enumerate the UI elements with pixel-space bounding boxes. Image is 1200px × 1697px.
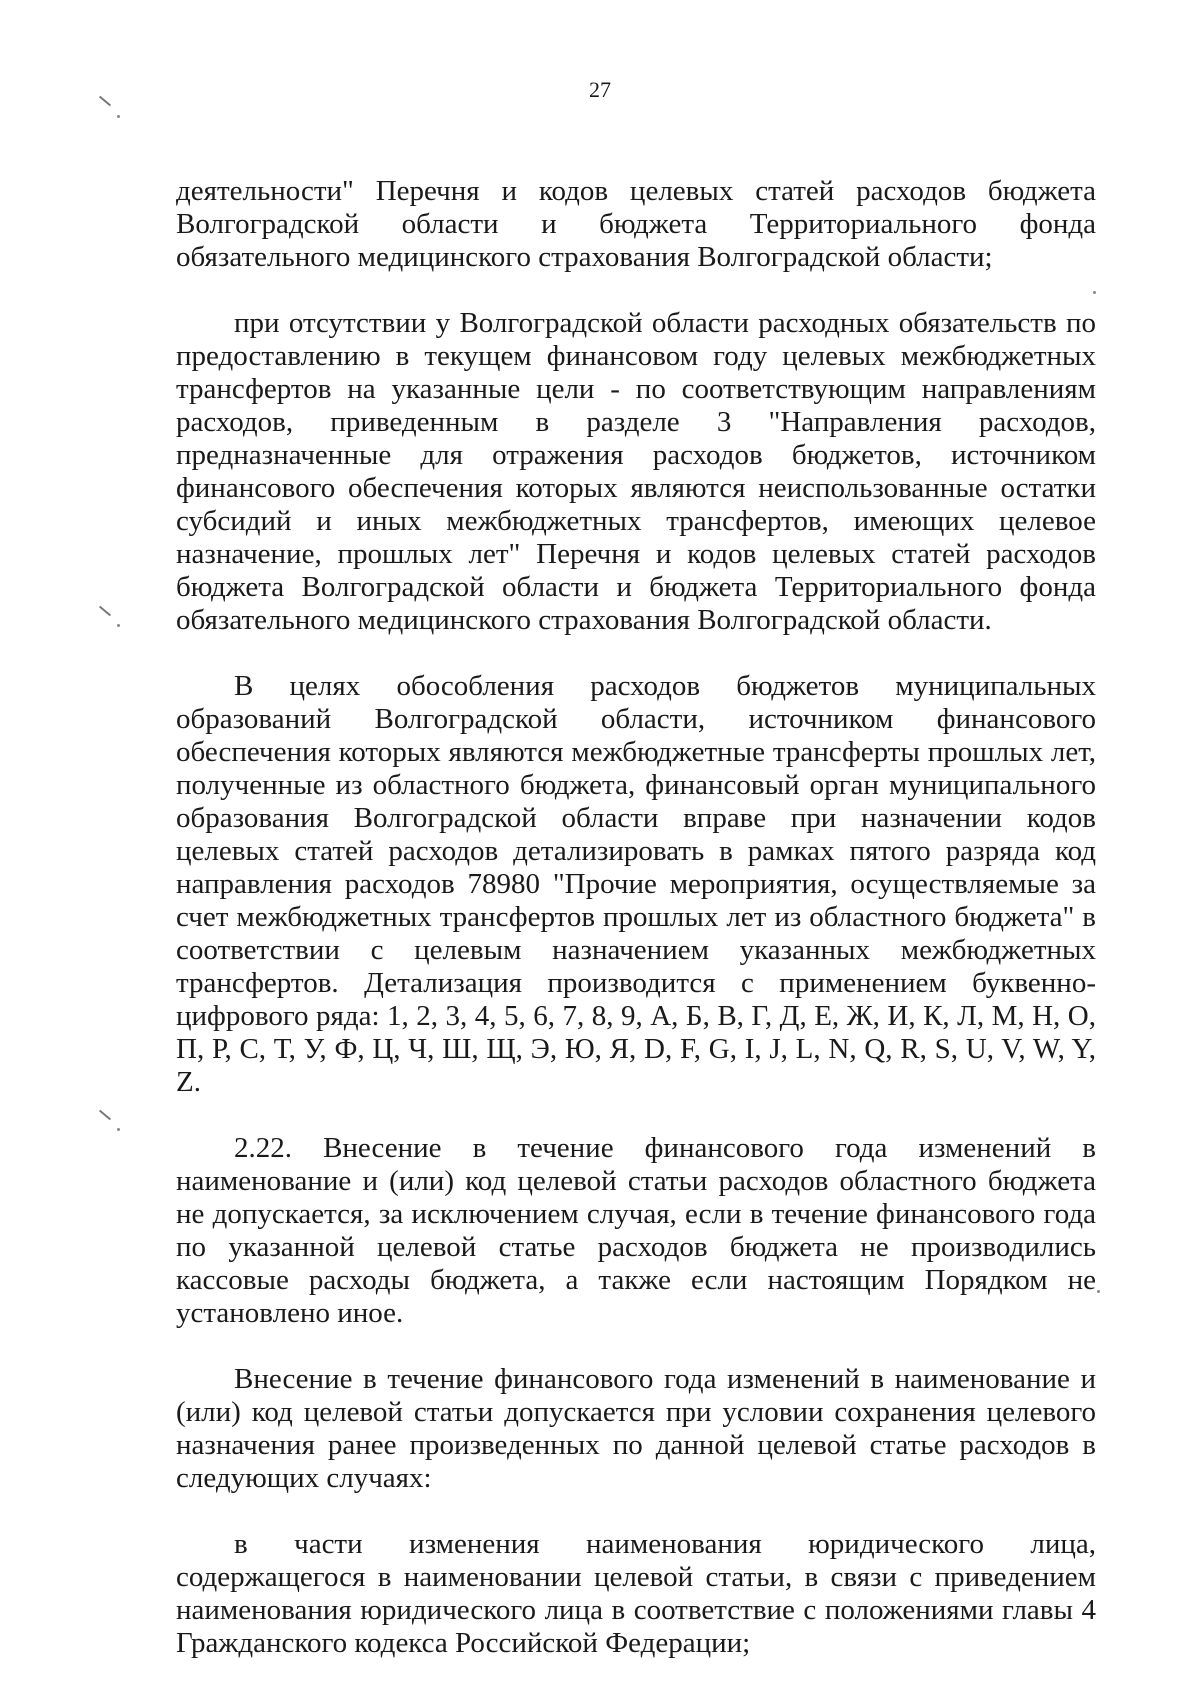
scan-artifact-mark	[99, 606, 111, 617]
page-number: 27	[589, 77, 611, 102]
document-body	[176, 175, 1096, 1660]
paragraph: в части изменения наименования юридического лица, содержащегося в наименовании целевой статьи, в связи с приведением наименования юридического лица в соответствие с положениями главы 4 Гражданского кодекса Российской Федерации;	[176, 1528, 1096, 1659]
paragraph: Внесение в течение финансового года изменений в наименование и (или) код целевой статьи допускается при условии сохранения целевого назначения ранее произведенных по данной целевой статье расходов в следующих случаях:	[176, 1363, 1096, 1494]
scan-artifact-dot	[1097, 1290, 1100, 1293]
paragraph: В целях обособления расходов бюджетов муниципальных образований Волгоградской области, источником финансового обеспечения которых являются межбюджетные трансферты прошлых лет, полученные из областного бюджета, финансовый орган муниципального образования Волгоградской области вправе при назначении кодов целевых статей расходов детализировать в рамках пятого разряда код направления расходов 78980 "Прочие мероприятия, осуществляемые за счет межбюджетных трансфертов прошлых лет из областного бюджета" в соответствии с целевым назначением указанных межбюджетных трансфертов. Детализация производится с применением буквенно-цифрового ряда: 1, 2, 3, 4, 5, 6, 7, 8, 9, А, Б, В, Г, Д, Е, Ж, И, К, Л, М, Н, О, П, Р, С, Т, У, Ф, Ц, Ч, Ш, Щ, Э, Ю, Я, D, F, G, I, J, L, N, Q, R, S, U, V, W, Y, Z.	[176, 670, 1096, 1098]
scan-artifact-dot	[117, 115, 120, 118]
paragraph-continuation: деятельности" Перечня и кодов целевых статей расходов бюджета Волгоградской области и бюджета Территориального фонда обязательного медицинского страхования Волгоградской области;	[176, 175, 1096, 273]
scan-artifact-mark	[99, 1110, 111, 1121]
paragraph: при отсутствии у Волгоградской области расходных обязательств по предоставлению в текущем финансовом году целевых межбюджетных трансфертов на указанные цели - по соответствующим направлениям расходов, приведенным в разделе 3 "Направления расходов, предназначенные для отражения расходов бюджетов, источником финансового обеспечения которых являются неиспользованные остатки субсидий и иных межбюджетных трансфертов, имеющих целевое назначение, прошлых лет" Перечня и кодов целевых статей расходов бюджета Волгоградской области и бюджета Территориального фонда обязательного медицинского страхования Волгоградской области.	[176, 307, 1096, 636]
paragraph-section-2-22: 2.22. Внесение в течение финансового года изменений в наименование и (или) код целевой статьи расходов областного бюджета не допускается, за исключением случая, если в течение финансового года по указанной целевой статье расходов бюджета не производились кассовые расходы бюджета, а также если настоящим Порядком не установлено иное.	[176, 1132, 1096, 1329]
scan-artifact-dot	[117, 1128, 120, 1131]
scan-artifact-dot	[117, 624, 120, 627]
